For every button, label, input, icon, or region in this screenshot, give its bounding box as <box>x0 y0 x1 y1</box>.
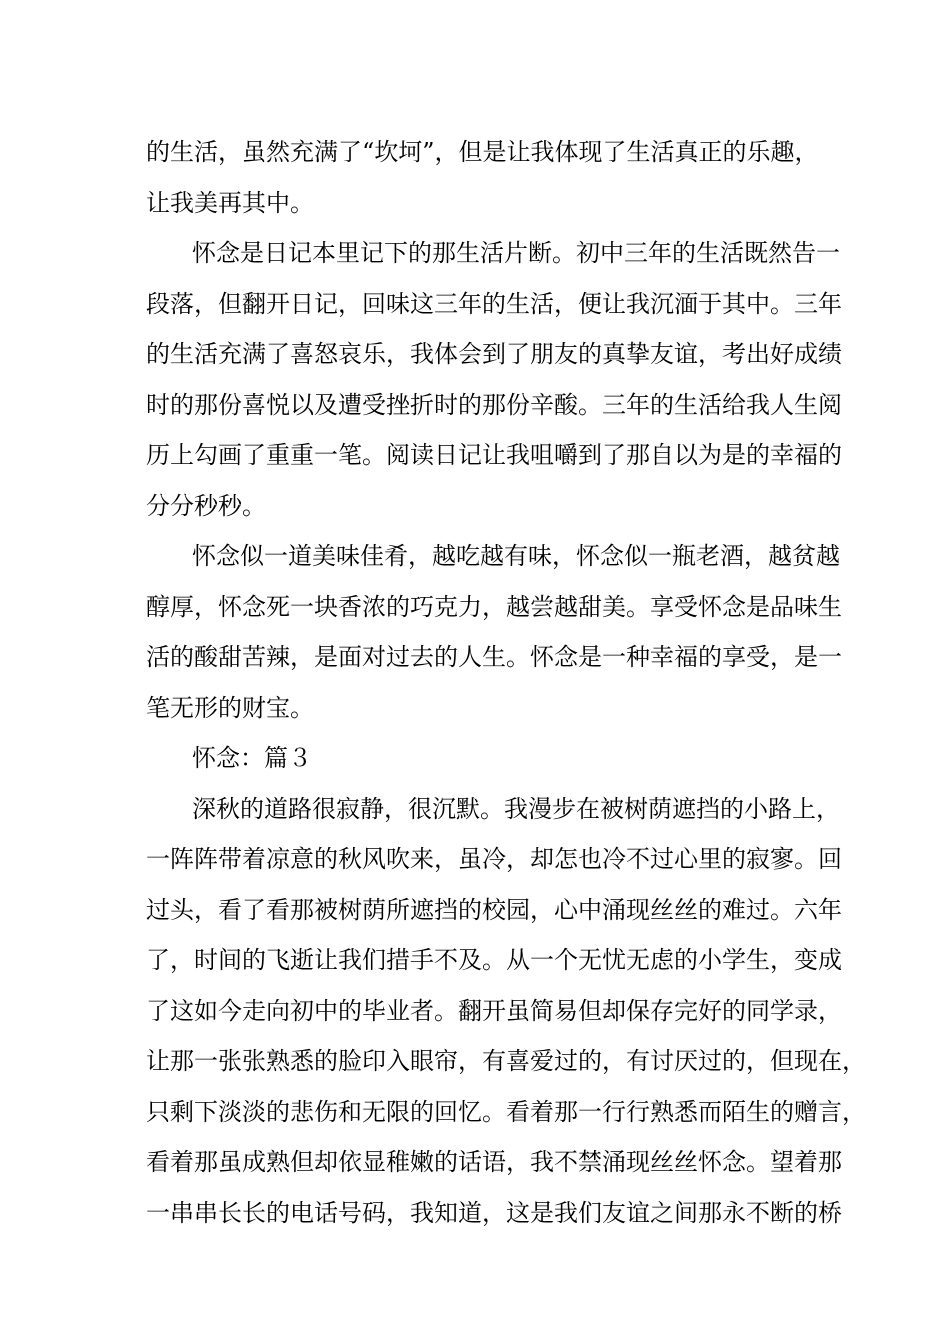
text-line: 笔无形的财宝。 <box>146 693 314 722</box>
text-line: 看着那虽成熟但却依显稚嫩的话语，我不禁涌现丝丝怀念。望着那 <box>146 1148 842 1176</box>
text-line: 了这如今走向初中的毕业者。翻开虽简易但却保存完好的同学录， <box>146 996 842 1025</box>
text-line: 怀念似一道美味佳肴，越吃越有味，怀念似一瓶老酒，越贫越 <box>192 542 840 570</box>
text-line: 活的酸甜苦辣，是面对过去的人生。怀念是一种幸福的享受，是一 <box>146 643 842 671</box>
text-line: 怀念是日记本里记下的那生活片断。初中三年的生活既然告一 <box>192 239 840 267</box>
text-line: 怀念：篇３ <box>192 744 312 772</box>
text-line: 了，时间的飞逝让我们措手不及。从一个无忧无虑的小学生，变成 <box>146 946 842 974</box>
document-body <box>146 127 866 1238</box>
text-line: 让那一张张熟悉的脸印入眼帘，有喜爱过的，有讨厌过的，但现在， <box>146 1047 866 1075</box>
text-line: 过头，看了看那被树荫所遮挡的校园，心中涌现丝丝的难过。六年 <box>146 895 842 924</box>
text-line: 分分秒秒。 <box>146 491 266 520</box>
text-line: 的生活，虽然充满了“坎坷”，但是让我体现了生活真正的乐趣， <box>146 138 819 166</box>
text-line: 时的那份喜悦以及遭受挫折时的那份辛酸。三年的生活给我人生阅 <box>146 390 842 419</box>
text-line: 只剩下淡淡的悲伤和无限的回忆。看着那一行行熟悉而陌生的赠言， <box>146 1097 866 1126</box>
text-line: 段落，但翻开日记，回味这三年的生活，便让我沉湎于其中。三年 <box>146 289 842 318</box>
text-line: 历上勾画了重重一笔。阅读日记让我咀嚼到了那自以为是的幸福的 <box>146 441 842 469</box>
text-line: 的生活充满了喜怒哀乐，我体会到了朋友的真挚友谊，考出好成绩 <box>146 340 842 368</box>
text-line: 深秋的道路很寂静，很沉默。我漫步在被树荫遮挡的小路上， <box>192 794 840 823</box>
text-line: 一阵阵带着凉意的秋风吹来，虽冷，却怎也冷不过心里的寂寥。回 <box>146 845 842 873</box>
text-line: 一串串长长的电话号码，我知道，这是我们友谊之间那永不断的桥 <box>146 1198 842 1227</box>
text-line: 让我美再其中。 <box>146 188 314 217</box>
text-line: 醇厚，怀念死一块香浓的巧克力，越尝越甜美。享受怀念是品味生 <box>146 592 842 621</box>
